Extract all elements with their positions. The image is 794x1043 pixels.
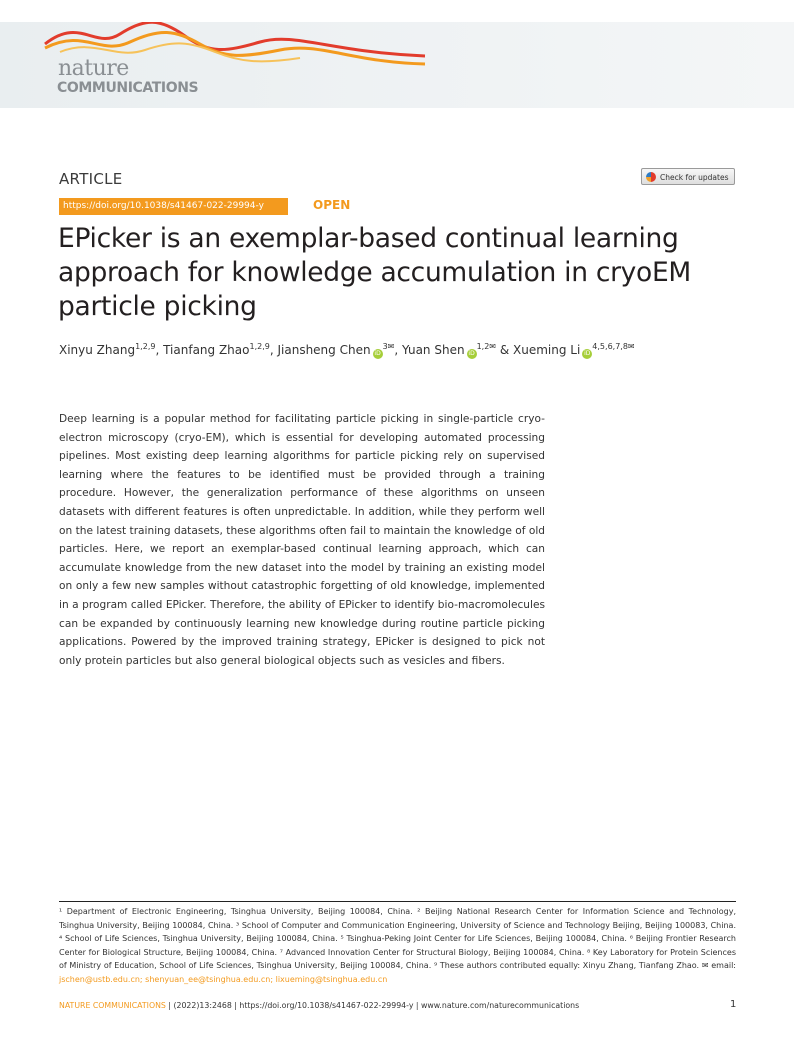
check-for-updates-button[interactable] bbox=[641, 168, 735, 185]
abstract-text: Deep learning is a popular method for facilitating particle picking in single-particle cryo-electron microscopy (cryo-EM), which is essential for developing automated processing pipelines. Most existing deep learning algorithms for particle picking rely on supervised learning where the features to be identified must be provided through a training procedure. However, the generalization performance of these algorithms on unseen datasets with different features is often unpredictable. In addition, while they perform well on the latest training datasets, these algorithms often fail to maintain the knowledge of old particles. Here, we report an exemplar-based continual learning approach, which can accumulate knowledge from the new dataset into the model by training an existing model on only a few new samples without catastrophic forgetting of old knowledge, implemented in a program called EPicker. Therefore, the ability of EPicker to identify bio-macromolecules can be expanded by continuously learning new knowledge during routine particle picking applications. Powered by the improved training strategy, EPicker is designed to pick not only protein particles but also general biological objects such as vesicles and fibers. bbox=[59, 413, 545, 667]
journal-logo bbox=[0, 22, 440, 108]
orcid-icon[interactable]: iD bbox=[374, 350, 381, 357]
journal-header-band bbox=[0, 22, 794, 108]
email-envelope-icon[interactable]: ✉ bbox=[387, 342, 395, 351]
doi-link[interactable]: https://doi.org/10.1038/s41467-022-29994-y bbox=[59, 198, 288, 215]
open-access-label: OPEN bbox=[313, 198, 351, 212]
orcid-icon[interactable]: iD bbox=[584, 350, 591, 357]
orcid-icon[interactable]: iD bbox=[468, 350, 475, 357]
author-name[interactable]: Xueming Li bbox=[513, 343, 581, 357]
author-name[interactable]: Jiansheng Chen bbox=[277, 343, 371, 357]
affiliations-footnote bbox=[59, 905, 736, 986]
author-name[interactable]: Yuan Shen bbox=[402, 343, 465, 357]
footer-journal-name[interactable]: NATURE COMMUNICATIONS bbox=[59, 1001, 166, 1010]
footer-citation: | (2022)13:2468 | https://doi.org/10.1038/s41467-022-29994-y | www.nature.com/naturecommunications bbox=[165, 1001, 580, 1010]
affiliations-text: ¹ Department of Electronic Engineering, Tsinghua University, Beijing 100084, China. ² Beijing National Research Center for Information Science and Technology, Tsinghua University, Beijing 100084, China. ³ School of Computer and Communication Engineering, University of Science and Technology Beijing, Beijing 100083, China. ⁴ School of Life Sciences, Tsinghua University, Beijing 100084, China. ⁵ Tsinghua-Peking Joint Center for Life Sciences, Beijing 100084, China. ⁶ Beijing Frontier Research Center for Biological Structure, Beijing 100084, China. ⁷ Advanced Innovation Center for Structural Biology, Beijing 100084, China. ⁸ Key Laboratory for Protein Sciences of Ministry of Education, School of Life Sciences, Tsinghua University, Beijing 100084, China. ⁹ These authors contributed equally: Xinyu Zhang, Tianfang Zhao. bbox=[59, 907, 736, 970]
author-name[interactable]: Xinyu Zhang bbox=[59, 343, 136, 357]
author-affiliation: 1,2,9 bbox=[249, 342, 270, 351]
email-addresses[interactable]: jschen@ustb.edu.cn; shenyuan_ee@tsinghua.edu.cn; lixueming@tsinghua.edu.cn bbox=[59, 974, 388, 984]
page-number: 1 bbox=[730, 999, 737, 1010]
email-envelope-icon[interactable]: ✉ bbox=[489, 342, 496, 351]
article-type-label: ARTICLE bbox=[59, 170, 123, 188]
check-updates-icon bbox=[646, 172, 656, 182]
author-list: Xinyu Zhang$^{1,2,9}$, Tianfang Zhao$^{1,2,9}$, Jiansheng Chen $iD^{3✉}$, Yuan Shen $iD^{1,2✉}$ & Xueming Li $iD^{4,5,6,7,8✉}$ bbox=[59, 342, 635, 357]
article-title: EPicker is an exemplar-based continual learning approach for knowledge accumulation in cryoEM particle picking bbox=[58, 223, 691, 322]
page-footer bbox=[59, 1001, 579, 1010]
author-affiliation: 1,2 bbox=[476, 342, 490, 351]
author-affiliation: 3 bbox=[382, 342, 388, 351]
footnote-divider bbox=[59, 901, 736, 902]
author-affiliation: 1,2,9 bbox=[135, 342, 156, 351]
logo-nature-text: nature bbox=[58, 56, 129, 81]
author-name[interactable]: Tianfang Zhao bbox=[163, 343, 250, 357]
email-prefix: ✉ email: bbox=[701, 961, 737, 970]
logo-communications-text: COMMUNICATIONS bbox=[57, 80, 199, 96]
email-envelope-icon[interactable]: ✉ bbox=[627, 342, 635, 351]
author-affiliation: 4,5,6,7,8 bbox=[592, 342, 628, 351]
check-for-updates-label: Check for updates bbox=[660, 173, 729, 182]
